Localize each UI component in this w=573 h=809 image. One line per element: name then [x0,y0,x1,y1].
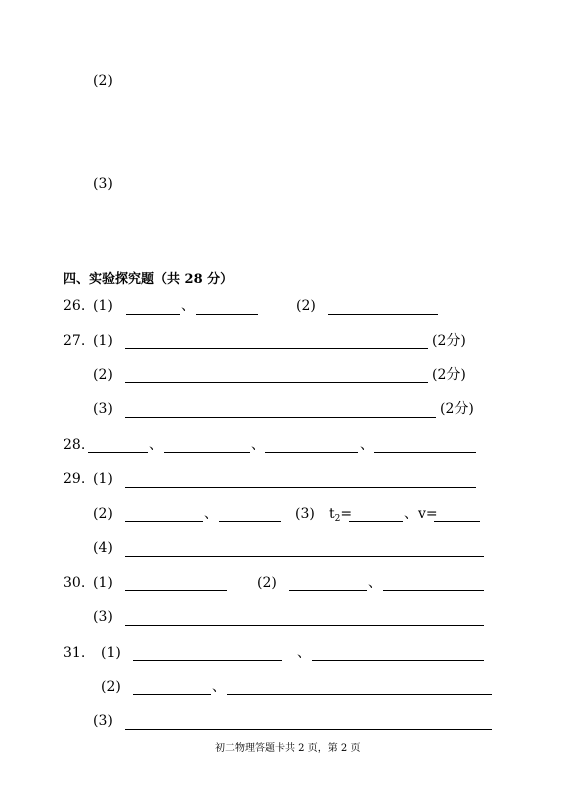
q31-separator-1: 、 [297,645,311,661]
q30-part2-label: (2) [257,575,277,591]
q29-part1-blank[interactable] [125,487,476,488]
q30-part1-blank[interactable] [125,590,227,591]
q29-separator-1: 、 [204,506,218,522]
q29-part2-label: (2) [93,506,113,522]
q27-part2-score: (2分) [432,367,466,383]
prev-q2-label: (2) [93,73,113,89]
q29-part2-blank-b[interactable] [219,521,281,522]
q30-part2-blank-b[interactable] [383,590,484,591]
section-title: 四、实验探究题（共 28 分） [63,272,234,287]
q30-number: 30. [63,575,86,591]
q31-part3-label: (3) [93,713,113,729]
q31-part2-blank-a[interactable] [133,694,211,695]
q31-separator-2: 、 [212,679,226,695]
q31-part2-blank-b[interactable] [227,694,492,695]
q27-part1-blank[interactable] [125,348,428,349]
q26-part1-blank-a[interactable] [126,314,180,315]
q31-part1-blank-a[interactable] [133,660,282,661]
q28-number: 28. [63,437,86,453]
q27-part3-blank[interactable] [125,417,436,418]
q27-part3-label: (3) [93,401,113,417]
q30-part3-label: (3) [93,609,113,625]
q29-part4-label: (4) [93,540,113,556]
q27-part1-score: (2分) [432,333,466,349]
q31-part2-label: (2) [101,679,121,695]
q27-part2-blank[interactable] [125,382,428,383]
page-footer: 初二物理答题卡共 2 页，第 2 页 [215,743,361,754]
q29-part3-label: (3) [295,506,315,522]
q27-part3-score: (2分) [440,401,474,417]
q29-separator-2: 、 [404,506,418,522]
q29-part4-blank[interactable] [125,556,484,557]
q30-part2-blank-a[interactable] [289,590,367,591]
q29-part1-label: (1) [93,471,113,487]
q27-part2-label: (2) [93,367,113,383]
q27-part1-label: (1) [93,333,113,349]
q28-blank-2[interactable] [164,452,250,453]
prev-q3-label: (3) [93,176,113,192]
q29-t2-blank[interactable] [349,521,403,522]
q31-part3-blank[interactable] [125,729,492,730]
q29-number: 29. [63,471,86,487]
q29-v-blank[interactable] [434,521,480,522]
q28-separator-1: 、 [149,437,163,453]
q26-part1-label: (1) [93,298,113,314]
q28-separator-3: 、 [360,437,374,453]
q28-blank-1[interactable] [88,452,148,453]
q30-part3-blank[interactable] [125,625,484,626]
q29-t2-subscript: 2 [334,514,341,524]
q26-separator: 、 [181,298,195,314]
q29-v-label: v= [418,506,438,522]
q28-blank-4[interactable] [374,452,476,453]
q30-separator: 、 [368,575,382,591]
q31-part1-blank-b[interactable] [312,660,484,661]
q28-blank-3[interactable] [265,452,358,453]
q26-part2-blank[interactable] [328,314,438,315]
q31-number: 31. [63,645,86,661]
q27-number: 27. [63,333,86,349]
q29-t2-label: $t_2=$ [329,506,353,524]
q28-separator-2: 、 [251,437,265,453]
q26-part2-label: (2) [296,298,316,314]
q30-part1-label: (1) [93,575,113,591]
q31-part1-label: (1) [101,645,121,661]
q26-number: 26. [63,298,86,314]
q26-part1-blank-b[interactable] [196,314,258,315]
q29-part2-blank-a[interactable] [125,521,203,522]
